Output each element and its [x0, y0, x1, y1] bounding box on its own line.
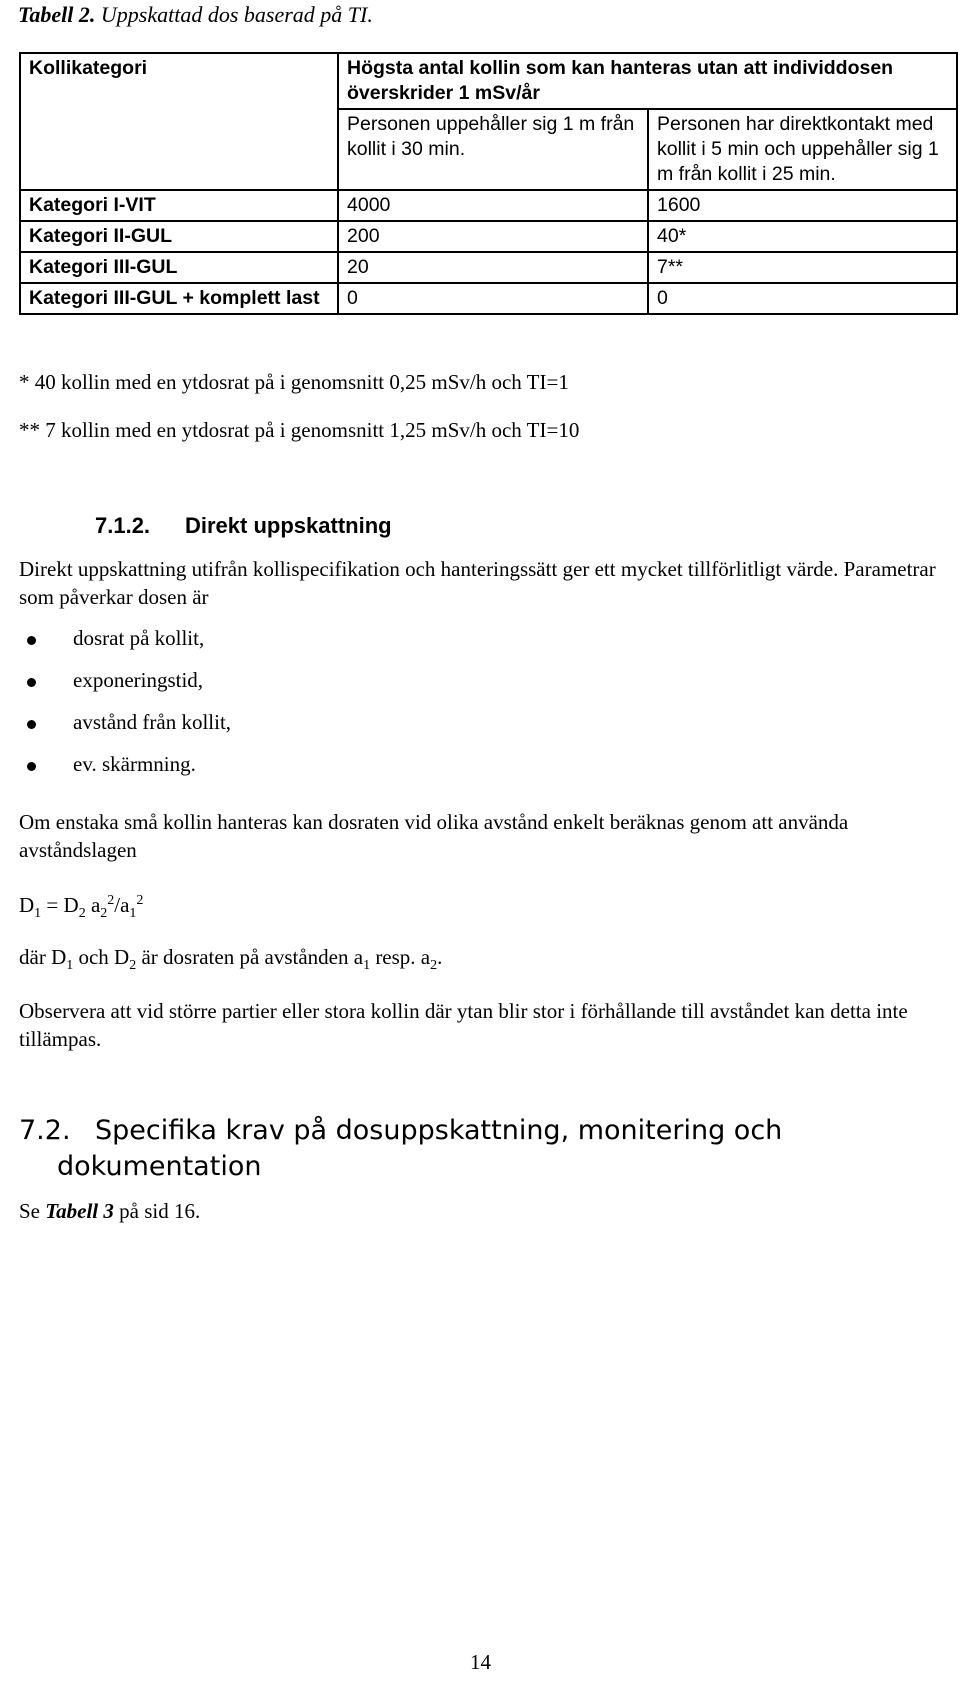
- formula-explanation: [19, 945, 442, 974]
- row-value-30min: 20: [338, 252, 648, 283]
- section-number: 7.2.: [19, 1115, 71, 1146]
- text-sub: 1: [66, 958, 74, 974]
- bullet-icon: [27, 762, 36, 771]
- table-row: [20, 252, 957, 283]
- formula-part: a: [85, 893, 101, 917]
- reference-table-link[interactable]: Tabell 3: [45, 1199, 114, 1223]
- table-reference: [19, 1199, 200, 1224]
- text-part: resp. a: [370, 945, 431, 969]
- formula-sub: 1: [129, 906, 137, 922]
- row-category: Kategori III-GUL + komplett last: [20, 283, 338, 314]
- distance-law-formula: [19, 893, 143, 922]
- text-part: och D: [73, 945, 130, 969]
- page-number: 14: [470, 1650, 491, 1674]
- subheader-5min: Personen har direktkontakt med kollit i 5 min och uppehåller sig 1 m från kollit i 25 min.: [648, 109, 957, 190]
- text-sub: 2: [129, 958, 137, 974]
- table-row: [20, 190, 957, 221]
- formula-sub: 1: [34, 906, 42, 922]
- list-item-text: avstånd från kollit,: [73, 710, 232, 734]
- table-row: [20, 221, 957, 252]
- text-part: är dosraten på avstånden a: [136, 945, 364, 969]
- bullet-icon: [27, 636, 36, 645]
- paragraph-limitation: Observera att vid större partier eller stora kollin där ytan blir stor i förhållande till avståndet kan detta inte tillämpas.: [19, 999, 908, 1051]
- dose-table: [19, 52, 958, 315]
- subheader-30min: Personen uppehåller sig 1 m från kollit i 30 min.: [338, 109, 648, 190]
- list-item-text: dosrat på kollit,: [73, 626, 205, 650]
- row-value-5min: 7**: [648, 252, 957, 283]
- formula-part: D: [19, 893, 35, 917]
- section-title-line2: dokumentation: [57, 1151, 262, 1182]
- text-sub: 1: [363, 958, 371, 974]
- row-value-30min: 4000: [338, 190, 648, 221]
- section-heading-7-2: [19, 1113, 919, 1185]
- formula-sub: 2: [100, 906, 108, 922]
- formula-part: = D: [41, 893, 79, 917]
- row-category: Kategori III-GUL: [20, 252, 338, 283]
- header-max-packages: Högsta antal kollin som kan hanteras utan att individdosen överskrider 1 mSv/år: [338, 53, 957, 109]
- footnote-1: * 40 kollin med en ytdosrat på i genomsnitt 0,25 mSv/h och TI=1: [19, 370, 569, 394]
- table-caption: [18, 2, 373, 28]
- text-part: .: [437, 945, 443, 969]
- paragraph-distance-law: Om enstaka små kollin hanteras kan dosraten vid olika avstånd enkelt beräknas genom att använda avståndslagen: [19, 810, 849, 862]
- text-part: där D: [19, 945, 67, 969]
- section-title-line1: Specifika krav på dosuppskattning, monitering och: [95, 1115, 783, 1146]
- section-title: Direkt uppskattning: [185, 513, 392, 538]
- table-caption-label: Tabell 2.: [18, 2, 96, 27]
- row-category: Kategori I-VIT: [20, 190, 338, 221]
- row-value-5min: 40*: [648, 221, 957, 252]
- row-value-5min: 1600: [648, 190, 957, 221]
- reference-prefix: Se: [19, 1199, 46, 1223]
- bullet-icon: [27, 720, 36, 729]
- formula-sup: 2: [136, 893, 144, 908]
- table-row: [20, 283, 957, 314]
- formula-sub: 2: [78, 906, 86, 922]
- list-item-text: exponeringstid,: [73, 668, 204, 692]
- row-value-30min: 0: [338, 283, 648, 314]
- row-category: Kategori II-GUL: [20, 221, 338, 252]
- reference-suffix: på sid 16.: [113, 1199, 201, 1223]
- row-value-5min: 0: [648, 283, 957, 314]
- paragraph-direct-estimation: Direkt uppskattning utifrån kollispecifikation och hanteringssätt ger ett mycket tillförlitligt värde. Parametrar som påverkar dosen är: [19, 557, 936, 609]
- row-value-30min: 200: [338, 221, 648, 252]
- text-sub: 2: [430, 958, 438, 974]
- formula-sup: 2: [107, 893, 115, 908]
- table-caption-text: Uppskattad dos baserad på TI.: [95, 2, 373, 27]
- section-number: 7.1.2.: [95, 513, 151, 538]
- list-item-text: ev. skärmning.: [73, 752, 196, 776]
- section-heading-7-1-2: [95, 513, 392, 539]
- formula-part: /a: [114, 893, 130, 917]
- footnote-2: ** 7 kollin med en ytdosrat på i genomsnitt 1,25 mSv/h och TI=10: [19, 418, 580, 442]
- bullet-icon: [27, 678, 36, 687]
- header-kollikategori: Kollikategori: [20, 53, 338, 190]
- table-header-row: [20, 53, 957, 109]
